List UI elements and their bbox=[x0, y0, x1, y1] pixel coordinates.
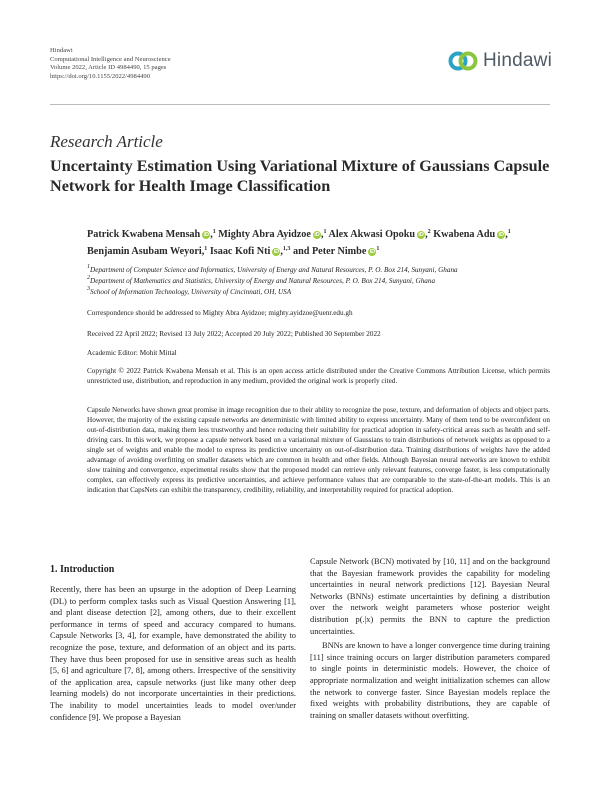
author-name: Isaac Kofi Nti bbox=[209, 246, 271, 257]
author-name: Patrick Kwabena Mensah bbox=[87, 229, 201, 240]
affiliations bbox=[87, 265, 550, 298]
author-name: Benjamin Asubam Weyori bbox=[87, 246, 202, 257]
author-name: Mighty Abra Ayidzoe bbox=[218, 229, 311, 240]
author-name: Peter Nimbe bbox=[311, 246, 367, 257]
publisher-name: Hindawi bbox=[50, 47, 73, 54]
volume-line: Volume 2022, Article ID 4984490, 15 pages bbox=[50, 64, 167, 72]
orcid-icon[interactable]: iD bbox=[418, 232, 424, 238]
affiliation-1: $^1$Department of Computer Science and Informatics, University of Energy and Natural Resources, P. O. Box 214, Sunyani, Ghana bbox=[87, 264, 458, 274]
affiliation-2: $^2$Department of Mathematics and Statistics, University of Energy and Natural Resources, P. O. Box 214, Sunyani, Ghana bbox=[87, 275, 436, 285]
author-list: Patrick Kwabena Mensah iD,$^1$ Mighty Abra Ayidzoe iD,$^1$ Alex Akwasi Opoku iD,$^2$ Kwabena Adu iD,$^1$ Benjamin Asubam Weyori,$^1$ Isaac Kofi Nti iD,$^{1,3}$ and Peter Nimbe $iD^1$ bbox=[87, 229, 511, 257]
author-name: Kwabena Adu bbox=[433, 229, 496, 240]
intro-paragraph-2: Capsule Network (BCN) motivated by [10, 11] and on the background that the Bayesian framework provides the capability for modeling uncertainties in neural network predictions [12]. Bayesian Neural Networks (BNNs) estimate uncertainties by defining a distribution over the network weight parameters whose posterior weight distribution p(.|x) permits the BNN to capture the prediction uncertainties. bbox=[310, 557, 550, 636]
doi-link[interactable]: https://doi.org/10.1155/2022/4984490 bbox=[50, 72, 151, 80]
running-header bbox=[50, 47, 171, 81]
abstract: Capsule Networks have shown great promise in image recognition due to their ability to recognize the pose, texture, and deformation of objects and object parts. However, the majority of the existing capsule networks are deterministic with limited ability to express uncertainty. Many of them tend to be overconfident on out-of-distribution data, making them less trustworthy and hence reducing their suitability for practical adoption in safety-critical areas such as health and self-driving cars. In this work, we propose a capsule network based on a variational mixture of Gaussians to train distributions of network weights as opposed to a single set of weights and enable the model to express its predictive uncertainty on out-of-distribution data. Training distributions of weights have the added advantage of avoiding overfitting on smaller datasets which are common in health and other fields. Although Bayesian neural networks are known to exhibit slow training and convergence, experimental results show that the proposed model can retrieve only relevant features, converge faster, is less computationally complex, can effectively express its predictive uncertainties, and achieve performance values that are comparable to the state-of-the-art models. This is an indication that CapsNets can exhibit the transparency, credibility, reliability, and interpretability required for practical adoption. bbox=[87, 406, 550, 494]
orcid-icon[interactable]: iD bbox=[314, 232, 320, 238]
intro-paragraph-1: Recently, there has been an upsurge in the adoption of Deep Learning (DL) to perform complex tasks such as Visual Question Answering [1], and plant disease detection [2], among others, due to their excellent performance in terms of speed and accuracy compared to humans. Capsule Networks [3, 4], for example, have demonstrated the ability to recognize the pose, texture, and deformation of an object and its parts. They have thus been proposed for use in sensitive areas such as health [5, 6] and agriculture [7, 8], among others. Irrespective of the sensitivity of the application area, capsule networks (just like many other deep learning models) do not incorporate uncertainties in their predictions. The inability to model uncertainties leads to model over/under confidence [9]. We propose a Bayesian bbox=[50, 585, 296, 722]
journal-name: Computational Intelligence and Neuroscience bbox=[50, 55, 171, 63]
section-heading-introduction: 1. Introduction bbox=[50, 564, 115, 575]
author-affiliation-marker: 1 bbox=[204, 246, 208, 252]
author-affiliation-marker: 1 bbox=[507, 229, 511, 235]
hindawi-logo bbox=[448, 50, 552, 72]
publication-dates: Received 22 April 2022; Revised 13 July 2022; Accepted 20 July 2022; Published 30 September 2022 bbox=[87, 330, 381, 338]
article-type: Research Article bbox=[50, 132, 163, 151]
orcid-icon[interactable]: iD bbox=[273, 249, 280, 255]
academic-editor: Academic Editor: Mohit Mittal bbox=[87, 349, 177, 357]
orcid-icon[interactable]: iD bbox=[498, 232, 504, 238]
correspondence: Correspondence should be addressed to Mighty Abra Ayidzoe; mighty.ayidzoe@uenr.edu.gh bbox=[87, 309, 353, 317]
author-affiliation-marker: 1,3 bbox=[282, 246, 291, 252]
author-name: Alex Akwasi Opoku bbox=[328, 229, 416, 240]
orcid-icon[interactable]: iD bbox=[203, 232, 209, 238]
affiliation-3: $^3$School of Information Technology, University of Cincinnati, OH, USA bbox=[87, 286, 292, 296]
orcid-icon[interactable]: iD bbox=[369, 249, 376, 255]
author-affiliation-marker: 1 bbox=[323, 229, 327, 235]
hindawi-logo-icon bbox=[448, 50, 478, 72]
author-affiliation-marker: 1 bbox=[212, 229, 216, 235]
paper-title: Uncertainty Estimation Using Variational Mixture of Gaussians Capsule Network for Health Image Classification bbox=[50, 157, 550, 195]
intro-paragraph-3: BNNs are known to have a longer convergence time during training [11] since training occurs on larger distribution parameters compared to single points in deterministic models. However, the choice of appropriate normalization and weight initialization schemes can allow the network to converge faster. Since Bayesian models replace the fixed weights with probability distributions, they are capable of training on smaller datasets without overfitting. bbox=[310, 641, 550, 720]
logo-wordmark: Hindawi bbox=[483, 50, 552, 71]
column-right bbox=[310, 556, 550, 721]
header-divider bbox=[50, 104, 550, 105]
author-affiliation-marker: 1 bbox=[376, 246, 380, 252]
column-left bbox=[50, 584, 296, 723]
author-affiliation-marker: 2 bbox=[427, 229, 431, 235]
copyright-notice: Copyright © 2022 Patrick Kwabena Mensah et al. This is an open access article distributed under the Creative Commons Attribution License, which permits unrestricted use, distribution, and reproduction in any medium, provided the original work is properly cited. bbox=[87, 367, 550, 385]
